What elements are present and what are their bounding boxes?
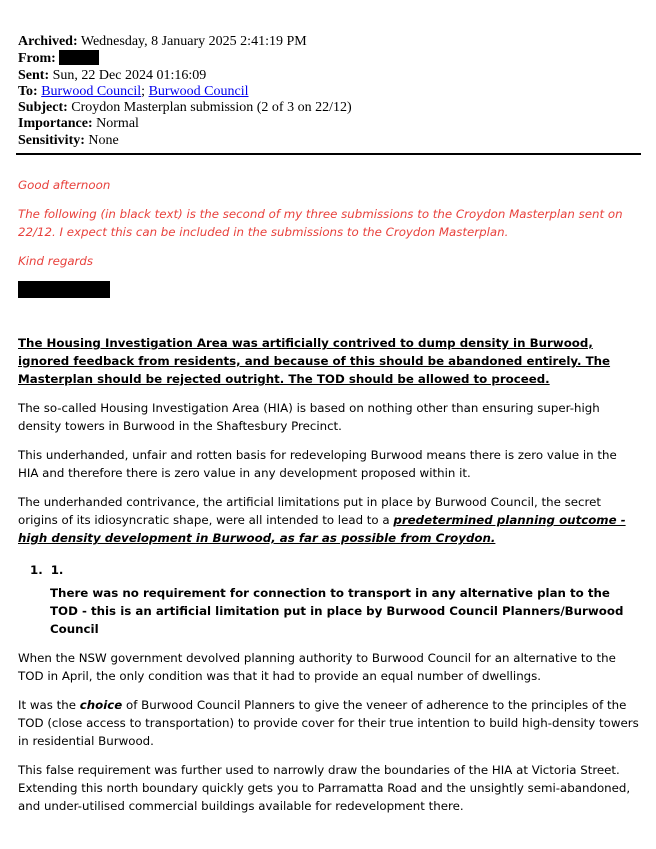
numbered-list-marker: 1. 1. xyxy=(30,563,64,577)
subheading: There was no requirement for connection to transport in any alternative plan to the TOD - this is an artificial limitation put in place by Burwood Council Planners/Burwood Council xyxy=(50,586,624,636)
paragraph-6: This false requirement was further used to narrowly draw the boundaries of the HIA at Victoria Street. Extending this north boundary quickly gets you to Parramatta Road and the unsightly semi-abandoned, and under-utilised commercial buildings available for redevelopment there. xyxy=(18,763,631,813)
from-row: From: xyxy=(18,50,640,67)
signoff: Kind regards xyxy=(18,254,94,268)
greeting: Good afternoon xyxy=(18,178,111,192)
paragraph-2: This underhanded, unfair and rotten basis for redeveloping Burwood means there is zero value in the HIA and therefore there is zero value in any development proposed within it. xyxy=(18,448,617,480)
intro-message: The following (in black text) is the second of my three submissions to the Croydon Masterplan sent on 22/12. I expect this can be included in the submissions to the Croydon Masterplan. xyxy=(18,207,623,239)
email-header xyxy=(18,34,640,149)
paragraph-5: It was the choice of Burwood Council Planners to give the veneer of adherence to the principles of the TOD (close access to transportation) to provide cover for their true intention to build high-density towers in residential Burwood. xyxy=(18,698,639,748)
archived-row: Archived: Wednesday, 8 January 2025 2:41:19 PM xyxy=(18,34,307,49)
emphasis-outcome: predetermined planning outcome - high density development in Burwood, as far as possible from Croydon. xyxy=(18,513,626,545)
subject-row: Subject: Croydon Masterplan submission (2 of 3 on 22/12) xyxy=(18,100,352,116)
header-divider xyxy=(16,153,641,155)
sent-row: Sent: Sun, 22 Dec 2024 01:16:09 xyxy=(18,67,207,83)
emphasis-choice: choice xyxy=(79,698,123,712)
redacted-signature xyxy=(18,281,110,298)
paragraph-3: The underhanded contrivance, the artificial limitations put in place by Burwood Council, the secret origins of its idiosyncratic shape, were all intended to lead to a predetermined planning outcome - high density development in Burwood, as far as possible from Croydon. xyxy=(18,495,626,545)
paragraph-4: When the NSW government devolved planning authority to Burwood Council for an alternative to the TOD in April, the only condition was that it had to provide an equal number of dwellings. xyxy=(18,651,616,683)
sensitivity-row: Sensitivity: None xyxy=(18,132,119,148)
main-heading: The Housing Investigation Area was artificially contrived to dump density in Burwood, ignored feedback from residents, and because of this should be abandoned entirely. The Masterplan should be rejected outright. The TOD should be allowed to proceed. xyxy=(18,336,611,386)
email-body-continued xyxy=(18,584,640,815)
recipient-link-2[interactable]: Burwood Council xyxy=(148,83,249,99)
redacted-sender xyxy=(59,50,99,65)
to-row: To: Burwood Council; Burwood Council xyxy=(18,83,249,99)
importance-row: Importance: Normal xyxy=(18,116,139,132)
recipient-link-1[interactable]: Burwood Council xyxy=(41,83,142,99)
paragraph-1: The so-called Housing Investigation Area (HIA) is based on nothing other than ensuring super-high density towers in Burwood in the Shaftesbury Precinct. xyxy=(18,401,600,433)
email-body xyxy=(18,176,640,547)
